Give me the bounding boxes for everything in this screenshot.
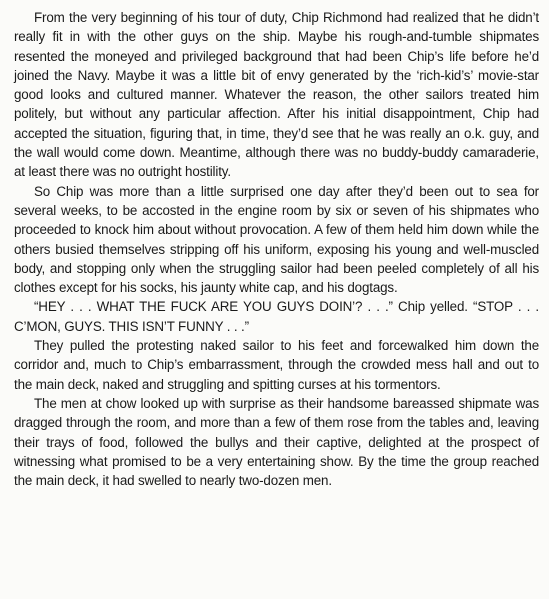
paragraph-1: From the very beginning of his tour of duty, Chip Richmond had realized that he didn’t really fit in with the other guys on the ship. Maybe his rough-and-tumble shipmates resented the moneyed and privileged background that had been Chip’s life before he’d joined the Navy. Maybe it was a little bit of envy generated by the ‘rich-kid’s’ movie-star good looks and cultured manner. Whatever the reason, the other sailors treated him politely, but without any particular affection. After his initial disappointment, Chip had accepted the situation, figuring that, in time, they’d see that he was really an o.k. guy, and the wall would come down. Meantime, although there was no buddy-buddy camaraderie, at least there was no outright hostility.: [14, 10, 539, 180]
paragraph-2: So Chip was more than a little surprised one day after they’d been out to sea for several weeks, to be accosted in the engine room by six or seven of his shipmates who proceeded to knock him about without provocation. A few of them held him down while the others busied themselves stripping off his uniform, exposing his young and well-muscled body, and stopping only when the struggling sailor had been peeled completely of all his clothes except for his socks, his jaunty white cap, and his dogtags.: [14, 183, 539, 296]
paragraph-3: “HEY . . . WHAT THE FUCK ARE YOU GUYS DOIN’? . . .” Chip yelled. “STOP . . . C’MON, GUYS. THIS ISN’T FUNNY . . .”: [14, 299, 539, 334]
paragraph-4: They pulled the protesting naked sailor to his feet and forcewalked him down the corridor and, much to Chip’s embarrassment, through the crowded mess hall and out to the main deck, naked and struggling and spitting curses at his tormentors.: [14, 338, 539, 392]
paragraph-5: The men at chow looked up with surprise as their handsome bareassed shipmate was dragged through the room, and more than a few of them rose from the tables and, leaving their trays of food, followed the bullys and their captive, delighted at the prospect of witnessing what promised to be a very entertaining show. By the time the group reached the main deck, it had swelled to nearly two-dozen men.: [14, 395, 539, 489]
